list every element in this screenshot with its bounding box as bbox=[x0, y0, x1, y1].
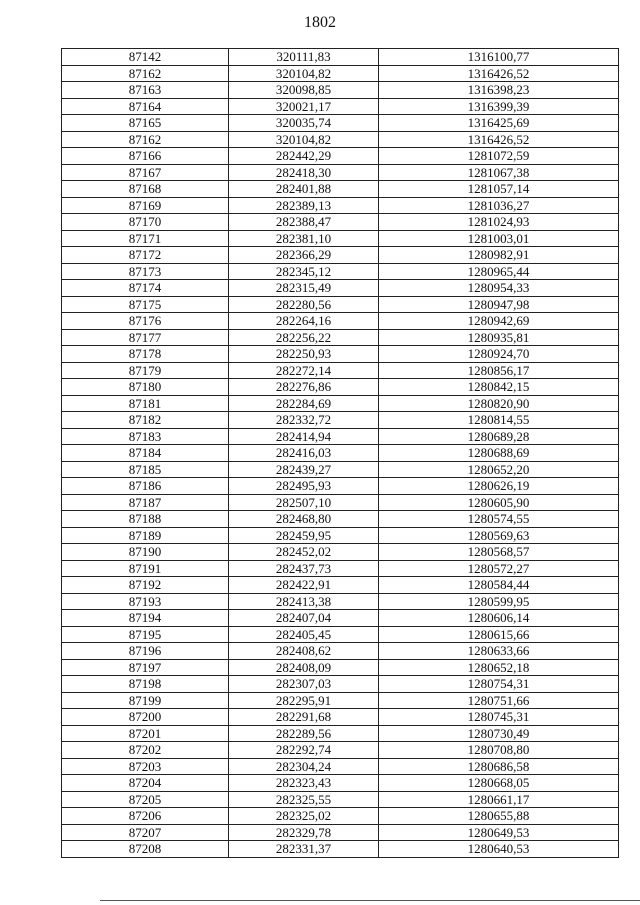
table-row bbox=[62, 115, 619, 132]
y-coordinate-cell: 1281067,38 bbox=[379, 164, 619, 181]
table-row bbox=[62, 214, 619, 231]
table-row bbox=[62, 593, 619, 610]
table-row bbox=[62, 247, 619, 264]
point-number-cell: 87188 bbox=[62, 511, 229, 528]
x-coordinate-cell: 282295,91 bbox=[229, 692, 379, 709]
x-coordinate-cell: 282389,13 bbox=[229, 197, 379, 214]
table-row bbox=[62, 544, 619, 561]
x-coordinate-cell: 282416,03 bbox=[229, 445, 379, 462]
x-coordinate-cell: 282325,02 bbox=[229, 808, 379, 825]
y-coordinate-cell: 1280688,69 bbox=[379, 445, 619, 462]
x-coordinate-cell: 282366,29 bbox=[229, 247, 379, 264]
point-number-cell: 87142 bbox=[62, 49, 229, 66]
table-row bbox=[62, 626, 619, 643]
y-coordinate-cell: 1316398,23 bbox=[379, 82, 619, 99]
table-row bbox=[62, 428, 619, 445]
x-coordinate-cell: 282388,47 bbox=[229, 214, 379, 231]
x-coordinate-cell: 282256,22 bbox=[229, 329, 379, 346]
x-coordinate-cell: 282468,80 bbox=[229, 511, 379, 528]
point-number-cell: 87166 bbox=[62, 148, 229, 165]
table-row bbox=[62, 65, 619, 82]
table-row bbox=[62, 230, 619, 247]
y-coordinate-cell: 1280842,15 bbox=[379, 379, 619, 396]
point-number-cell: 87194 bbox=[62, 610, 229, 627]
y-coordinate-cell: 1280814,55 bbox=[379, 412, 619, 429]
table-row bbox=[62, 494, 619, 511]
point-number-cell: 87197 bbox=[62, 659, 229, 676]
table-row bbox=[62, 659, 619, 676]
table-row bbox=[62, 676, 619, 693]
y-coordinate-cell: 1280754,31 bbox=[379, 676, 619, 693]
x-coordinate-cell: 320104,82 bbox=[229, 65, 379, 82]
table-row bbox=[62, 280, 619, 297]
y-coordinate-cell: 1280655,88 bbox=[379, 808, 619, 825]
x-coordinate-cell: 282507,10 bbox=[229, 494, 379, 511]
table-row bbox=[62, 758, 619, 775]
x-coordinate-cell: 282422,91 bbox=[229, 577, 379, 594]
y-coordinate-cell: 1280661,17 bbox=[379, 791, 619, 808]
y-coordinate-cell: 1280615,66 bbox=[379, 626, 619, 643]
x-coordinate-cell: 320035,74 bbox=[229, 115, 379, 132]
table-row bbox=[62, 560, 619, 577]
x-coordinate-cell: 282325,55 bbox=[229, 791, 379, 808]
point-number-cell: 87170 bbox=[62, 214, 229, 231]
point-number-cell: 87164 bbox=[62, 98, 229, 115]
x-coordinate-cell: 282413,38 bbox=[229, 593, 379, 610]
y-coordinate-cell: 1280584,44 bbox=[379, 577, 619, 594]
coordinates-table-body bbox=[62, 49, 619, 858]
point-number-cell: 87180 bbox=[62, 379, 229, 396]
point-number-cell: 87206 bbox=[62, 808, 229, 825]
point-number-cell: 87172 bbox=[62, 247, 229, 264]
point-number-cell: 87177 bbox=[62, 329, 229, 346]
point-number-cell: 87187 bbox=[62, 494, 229, 511]
x-coordinate-cell: 282329,78 bbox=[229, 824, 379, 841]
table-row bbox=[62, 725, 619, 742]
table-row bbox=[62, 313, 619, 330]
point-number-cell: 87203 bbox=[62, 758, 229, 775]
point-number-cell: 87167 bbox=[62, 164, 229, 181]
y-coordinate-cell: 1280640,53 bbox=[379, 841, 619, 858]
y-coordinate-cell: 1316425,69 bbox=[379, 115, 619, 132]
table-row bbox=[62, 808, 619, 825]
y-coordinate-cell: 1280649,53 bbox=[379, 824, 619, 841]
table-row bbox=[62, 164, 619, 181]
table-row bbox=[62, 131, 619, 148]
x-coordinate-cell: 320104,82 bbox=[229, 131, 379, 148]
y-coordinate-cell: 1280605,90 bbox=[379, 494, 619, 511]
y-coordinate-cell: 1280708,80 bbox=[379, 742, 619, 759]
table-row bbox=[62, 841, 619, 858]
point-number-cell: 87192 bbox=[62, 577, 229, 594]
y-coordinate-cell: 1280942,69 bbox=[379, 313, 619, 330]
table-row bbox=[62, 610, 619, 627]
y-coordinate-cell: 1316426,52 bbox=[379, 65, 619, 82]
table-row bbox=[62, 643, 619, 660]
table-row bbox=[62, 824, 619, 841]
table-row bbox=[62, 709, 619, 726]
x-coordinate-cell: 282408,62 bbox=[229, 643, 379, 660]
table-row bbox=[62, 445, 619, 462]
y-coordinate-cell: 1280572,27 bbox=[379, 560, 619, 577]
y-coordinate-cell: 1280751,66 bbox=[379, 692, 619, 709]
table-row bbox=[62, 412, 619, 429]
point-number-cell: 87195 bbox=[62, 626, 229, 643]
point-number-cell: 87198 bbox=[62, 676, 229, 693]
point-number-cell: 87193 bbox=[62, 593, 229, 610]
x-coordinate-cell: 320098,85 bbox=[229, 82, 379, 99]
table-row bbox=[62, 379, 619, 396]
point-number-cell: 87183 bbox=[62, 428, 229, 445]
point-number-cell: 87162 bbox=[62, 65, 229, 82]
y-coordinate-cell: 1280856,17 bbox=[379, 362, 619, 379]
point-number-cell: 87175 bbox=[62, 296, 229, 313]
point-number-cell: 87189 bbox=[62, 527, 229, 544]
y-coordinate-cell: 1281024,93 bbox=[379, 214, 619, 231]
point-number-cell: 87176 bbox=[62, 313, 229, 330]
table-row bbox=[62, 742, 619, 759]
y-coordinate-cell: 1280633,66 bbox=[379, 643, 619, 660]
table-row bbox=[62, 395, 619, 412]
point-number-cell: 87171 bbox=[62, 230, 229, 247]
x-coordinate-cell: 282401,88 bbox=[229, 181, 379, 198]
x-coordinate-cell: 282405,45 bbox=[229, 626, 379, 643]
y-coordinate-cell: 1280982,91 bbox=[379, 247, 619, 264]
x-coordinate-cell: 282250,93 bbox=[229, 346, 379, 363]
x-coordinate-cell: 320111,83 bbox=[229, 49, 379, 66]
point-number-cell: 87199 bbox=[62, 692, 229, 709]
x-coordinate-cell: 282280,56 bbox=[229, 296, 379, 313]
table-row bbox=[62, 148, 619, 165]
x-coordinate-cell: 282418,30 bbox=[229, 164, 379, 181]
table-row bbox=[62, 263, 619, 280]
table-row bbox=[62, 527, 619, 544]
y-coordinate-cell: 1316426,52 bbox=[379, 131, 619, 148]
x-coordinate-cell: 282408,09 bbox=[229, 659, 379, 676]
x-coordinate-cell: 282407,04 bbox=[229, 610, 379, 627]
x-coordinate-cell: 282272,14 bbox=[229, 362, 379, 379]
y-coordinate-cell: 1280935,81 bbox=[379, 329, 619, 346]
x-coordinate-cell: 320021,17 bbox=[229, 98, 379, 115]
table-row bbox=[62, 197, 619, 214]
point-number-cell: 87208 bbox=[62, 841, 229, 858]
y-coordinate-cell: 1280954,33 bbox=[379, 280, 619, 297]
coordinates-table bbox=[61, 48, 619, 858]
x-coordinate-cell: 282307,03 bbox=[229, 676, 379, 693]
table-row bbox=[62, 511, 619, 528]
point-number-cell: 87196 bbox=[62, 643, 229, 660]
table-row bbox=[62, 362, 619, 379]
point-number-cell: 87202 bbox=[62, 742, 229, 759]
point-number-cell: 87207 bbox=[62, 824, 229, 841]
x-coordinate-cell: 282437,73 bbox=[229, 560, 379, 577]
y-coordinate-cell: 1280569,63 bbox=[379, 527, 619, 544]
y-coordinate-cell: 1280924,70 bbox=[379, 346, 619, 363]
x-coordinate-cell: 282414,94 bbox=[229, 428, 379, 445]
point-number-cell: 87179 bbox=[62, 362, 229, 379]
table-row bbox=[62, 98, 619, 115]
bottom-rule bbox=[100, 900, 640, 901]
point-number-cell: 87186 bbox=[62, 478, 229, 495]
point-number-cell: 87174 bbox=[62, 280, 229, 297]
point-number-cell: 87204 bbox=[62, 775, 229, 792]
x-coordinate-cell: 282495,93 bbox=[229, 478, 379, 495]
x-coordinate-cell: 282284,69 bbox=[229, 395, 379, 412]
point-number-cell: 87190 bbox=[62, 544, 229, 561]
y-coordinate-cell: 1280652,18 bbox=[379, 659, 619, 676]
y-coordinate-cell: 1280652,20 bbox=[379, 461, 619, 478]
x-coordinate-cell: 282292,74 bbox=[229, 742, 379, 759]
point-number-cell: 87184 bbox=[62, 445, 229, 462]
table-row bbox=[62, 82, 619, 99]
point-number-cell: 87201 bbox=[62, 725, 229, 742]
x-coordinate-cell: 282439,27 bbox=[229, 461, 379, 478]
y-coordinate-cell: 1281003,01 bbox=[379, 230, 619, 247]
point-number-cell: 87178 bbox=[62, 346, 229, 363]
point-number-cell: 87168 bbox=[62, 181, 229, 198]
x-coordinate-cell: 282452,02 bbox=[229, 544, 379, 561]
y-coordinate-cell: 1280730,49 bbox=[379, 725, 619, 742]
x-coordinate-cell: 282459,95 bbox=[229, 527, 379, 544]
x-coordinate-cell: 282332,72 bbox=[229, 412, 379, 429]
x-coordinate-cell: 282331,37 bbox=[229, 841, 379, 858]
x-coordinate-cell: 282264,16 bbox=[229, 313, 379, 330]
y-coordinate-cell: 1280568,57 bbox=[379, 544, 619, 561]
table-row bbox=[62, 329, 619, 346]
point-number-cell: 87163 bbox=[62, 82, 229, 99]
y-coordinate-cell: 1280668,05 bbox=[379, 775, 619, 792]
table-row bbox=[62, 692, 619, 709]
point-number-cell: 87205 bbox=[62, 791, 229, 808]
table-row bbox=[62, 296, 619, 313]
y-coordinate-cell: 1280574,55 bbox=[379, 511, 619, 528]
x-coordinate-cell: 282289,56 bbox=[229, 725, 379, 742]
table-row bbox=[62, 478, 619, 495]
point-number-cell: 87165 bbox=[62, 115, 229, 132]
point-number-cell: 87200 bbox=[62, 709, 229, 726]
table-row bbox=[62, 461, 619, 478]
x-coordinate-cell: 282442,29 bbox=[229, 148, 379, 165]
x-coordinate-cell: 282323,43 bbox=[229, 775, 379, 792]
y-coordinate-cell: 1280965,44 bbox=[379, 263, 619, 280]
y-coordinate-cell: 1280606,14 bbox=[379, 610, 619, 627]
y-coordinate-cell: 1280686,58 bbox=[379, 758, 619, 775]
x-coordinate-cell: 282291,68 bbox=[229, 709, 379, 726]
y-coordinate-cell: 1280820,90 bbox=[379, 395, 619, 412]
y-coordinate-cell: 1280599,95 bbox=[379, 593, 619, 610]
table-row bbox=[62, 577, 619, 594]
y-coordinate-cell: 1281036,27 bbox=[379, 197, 619, 214]
page-number: 1802 bbox=[304, 14, 336, 31]
point-number-cell: 87173 bbox=[62, 263, 229, 280]
y-coordinate-cell: 1281057,14 bbox=[379, 181, 619, 198]
y-coordinate-cell: 1280947,98 bbox=[379, 296, 619, 313]
table-row bbox=[62, 791, 619, 808]
point-number-cell: 87181 bbox=[62, 395, 229, 412]
x-coordinate-cell: 282315,49 bbox=[229, 280, 379, 297]
x-coordinate-cell: 282381,10 bbox=[229, 230, 379, 247]
point-number-cell: 87162 bbox=[62, 131, 229, 148]
table-row bbox=[62, 181, 619, 198]
point-number-cell: 87182 bbox=[62, 412, 229, 429]
y-coordinate-cell: 1316100,77 bbox=[379, 49, 619, 66]
y-coordinate-cell: 1280745,31 bbox=[379, 709, 619, 726]
point-number-cell: 87169 bbox=[62, 197, 229, 214]
point-number-cell: 87185 bbox=[62, 461, 229, 478]
y-coordinate-cell: 1281072,59 bbox=[379, 148, 619, 165]
y-coordinate-cell: 1280626,19 bbox=[379, 478, 619, 495]
y-coordinate-cell: 1316399,39 bbox=[379, 98, 619, 115]
point-number-cell: 87191 bbox=[62, 560, 229, 577]
x-coordinate-cell: 282304,24 bbox=[229, 758, 379, 775]
table-row bbox=[62, 346, 619, 363]
table-row bbox=[62, 49, 619, 66]
x-coordinate-cell: 282276,86 bbox=[229, 379, 379, 396]
table-row bbox=[62, 775, 619, 792]
y-coordinate-cell: 1280689,28 bbox=[379, 428, 619, 445]
x-coordinate-cell: 282345,12 bbox=[229, 263, 379, 280]
